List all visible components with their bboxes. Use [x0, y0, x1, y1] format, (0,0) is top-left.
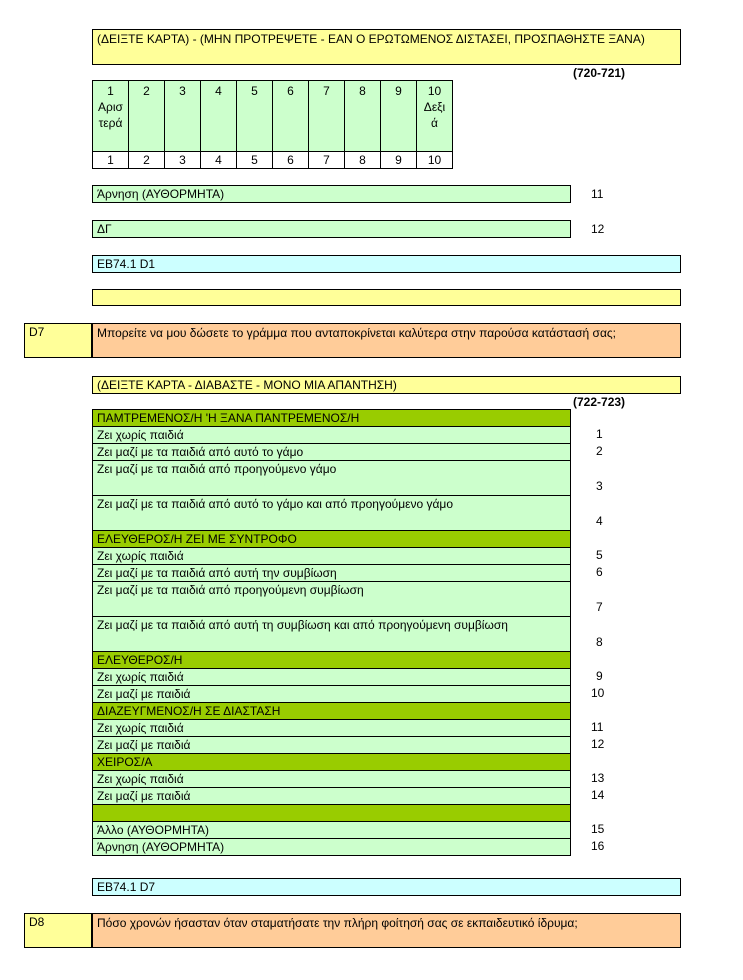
scale-code-8: 8 — [345, 152, 381, 169]
category-header — [92, 754, 571, 771]
scale-code-3: 3 — [165, 152, 201, 169]
scale-number: 2 — [143, 84, 150, 98]
scale-table — [92, 80, 453, 169]
column-ref-prev: (720-721) — [573, 66, 626, 80]
answer-label: Άλλο (ΑΥΘΟΡΜΗΤΑ) — [97, 823, 210, 837]
answer-code: 3 — [596, 479, 603, 493]
answer-code: 8 — [596, 635, 603, 649]
column-ref-d7: (722-723) — [573, 395, 626, 409]
scale-code-2: 2 — [129, 152, 165, 169]
scale-code-6: 6 — [273, 152, 309, 169]
answer-option — [92, 822, 571, 839]
answer-option — [92, 565, 571, 582]
answer-code: 2 — [596, 444, 603, 458]
scale-cell-9 — [381, 81, 417, 152]
scale-code-4: 4 — [201, 152, 237, 169]
answer-code: 9 — [596, 669, 603, 683]
answer-code: 1 — [596, 427, 603, 441]
source-label-prev: EB74.1 D1 — [97, 257, 156, 271]
answer-code: 12 — [591, 737, 605, 751]
answer-code: 16 — [591, 839, 605, 853]
answer-label: Ζει χωρίς παιδιά — [97, 670, 184, 684]
scale-cell-7 — [309, 81, 345, 152]
answer-code: 13 — [591, 771, 605, 785]
scale-number: 7 — [323, 84, 330, 98]
scale-cell-3 — [165, 81, 201, 152]
scale-cell-10 — [417, 81, 453, 152]
answer-code: 7 — [596, 600, 603, 614]
answer-label: Ζει μαζί με τα παιδιά από αυτό το γάμο και από προηγούμενο γάμο — [97, 497, 454, 511]
scale-cell-5 — [237, 81, 273, 152]
instruction-box-d7 — [92, 376, 681, 394]
answer-option — [92, 496, 571, 531]
dk-code-prev: 12 — [591, 222, 605, 236]
question-box-d8 — [92, 913, 681, 948]
answer-code: 5 — [596, 548, 603, 562]
source-box-d7 — [92, 878, 681, 896]
answer-option — [92, 737, 571, 754]
answer-option — [92, 548, 571, 565]
instruction-box-prev — [92, 29, 681, 65]
answer-code: 4 — [596, 514, 603, 528]
answer-label: Άρνηση (ΑΥΘΟΡΜΗΤΑ) — [97, 840, 225, 854]
scale-number: 6 — [287, 84, 294, 98]
source-label-d7: EB74.1 D7 — [97, 880, 156, 894]
answer-label: Ζει μαζί με τα παιδιά από προηγούμενο γάμο — [97, 462, 337, 476]
scale-cell-2 — [129, 81, 165, 152]
scale-number: 1 — [107, 84, 114, 98]
answer-option — [92, 461, 571, 496]
answer-option — [92, 686, 571, 703]
answer-label: Ζει μαζί με παιδιά — [97, 738, 191, 752]
scale-number: 4 — [215, 84, 222, 98]
scale-anchor-label: Αρισ τερά — [98, 100, 123, 130]
answer-label: Ζει χωρίς παιδιά — [97, 772, 184, 786]
answer-label: Ζει μαζί με τα παιδιά από προηγούμενη συμβίωση — [97, 583, 364, 597]
answer-option — [92, 669, 571, 686]
question-text-d8: Πόσο χρονών ήσασταν όταν σταματήσατε την πλήρη φοίτησή σας σε εκπαιδευτικό ίδρυμα; — [97, 916, 578, 930]
category-header — [92, 652, 571, 669]
scale-code-1: 1 — [93, 152, 129, 169]
scale-number: 3 — [179, 84, 186, 98]
answer-label: Ζει χωρίς παιδιά — [97, 549, 184, 563]
answer-option — [92, 444, 571, 461]
refusal-label-prev: Άρνηση (ΑΥΘΟΡΜΗΤΑ) — [97, 187, 225, 201]
question-text-d7: Μπορείτε να μου δώσετε το γράμμα που ανταποκρίνεται καλύτερα στην παρούσα κατάστασή σας; — [97, 326, 617, 340]
answer-label: Ζει μαζί με τα παιδιά από αυτό το γάμο — [97, 445, 304, 459]
refusal-code-prev: 11 — [591, 187, 604, 201]
scale-cell-8 — [345, 81, 381, 152]
answer-label: ΔΙΑΖΕΥΓΜΕΝΟΣ/Η ΣΕ ΔΙΑΣΤΑΣΗ — [97, 704, 281, 718]
instruction-text-d7: (ΔΕΙΞΤΕ ΚΑΡΤΑ - ΔΙΑΒΑΣΤΕ - ΜΟΝΟ ΜΙΑ ΑΠΑΝΤΗΣΗ) — [97, 378, 397, 392]
scale-number: 5 — [251, 84, 258, 98]
answer-label: Ζει μαζί με παιδιά — [97, 687, 191, 701]
question-box-d7 — [92, 323, 681, 358]
scale-code-5: 5 — [237, 152, 273, 169]
answer-option — [92, 788, 571, 805]
category-header — [92, 409, 571, 427]
scale-code-9: 9 — [381, 152, 417, 169]
answer-label: Ζει μαζί με παιδιά — [97, 789, 191, 803]
answer-code: 11 — [591, 720, 604, 734]
scale-cell-1 — [93, 81, 129, 152]
scale-cell-6 — [273, 81, 309, 152]
answer-list-d7 — [92, 409, 571, 856]
scale-code-7: 7 — [309, 152, 345, 169]
answer-option — [92, 617, 571, 652]
answer-code: 6 — [596, 565, 603, 579]
instruction-text-prev: (ΔΕΙΞΤΕ ΚΑΡΤΑ) - (ΜΗΝ ΠΡΟΤΡΕΨΕΤΕ - ΕΑΝ Ο ΕΡΩΤΩΜΕΝΟΣ ΔΙΣΤΑΣΕΙ, ΠΡΟΣΠΑΘΗΣΤΕ ΞΑΝΑ) — [97, 32, 645, 46]
source-box-prev — [92, 255, 681, 273]
answer-label: ΠΑΜΤΡΕΜΕΝΟΣ/Η 'Η ΞΑΝΑ ΠΑΝΤΡΕΜΕΝΟΣ/Η — [97, 411, 360, 425]
scale-anchor-label: Δεξι ά — [423, 100, 446, 130]
answer-option — [92, 427, 571, 444]
question-id-d8: D8 — [24, 913, 92, 948]
answer-option — [92, 582, 571, 617]
question-id-d7: D7 — [24, 323, 92, 358]
answer-label: Ζει μαζί με τα παιδιά από αυτή τη συμβίωση και από προηγούμενη συμβίωση — [97, 618, 508, 632]
category-header — [92, 805, 571, 822]
empty-yellow-bar — [92, 289, 681, 306]
answer-option — [92, 771, 571, 788]
refusal-box-prev — [92, 185, 571, 203]
answer-label: Ζει χωρίς παιδιά — [97, 721, 184, 735]
scale-number: 10 — [427, 84, 442, 98]
answer-label: ΕΛΕΥΘΕΡΟΣ/Η ΖΕΙ ΜΕ ΣΥΝΤΡΟΦΟ — [97, 532, 297, 546]
category-header — [92, 531, 571, 548]
dk-box-prev — [92, 220, 571, 238]
answer-label: Ζει μαζί με τα παιδιά από αυτή την συμβίωση — [97, 566, 337, 580]
answer-code: 15 — [591, 822, 605, 836]
answer-label: ΧΕΙΡΟΣ/Α — [97, 755, 153, 769]
category-header — [92, 703, 571, 720]
answer-code: 14 — [591, 788, 605, 802]
scale-number: 9 — [395, 84, 402, 98]
answer-label: ΕΛΕΥΘΕΡΟΣ/Η — [97, 653, 183, 667]
scale-cell-4 — [201, 81, 237, 152]
answer-option — [92, 720, 571, 737]
scale-code-10: 10 — [417, 152, 453, 169]
answer-code: 10 — [591, 686, 605, 700]
answer-option — [92, 839, 571, 856]
answer-label: Ζει χωρίς παιδιά — [97, 428, 184, 442]
scale-number: 8 — [359, 84, 366, 98]
dk-label-prev: ΔΓ — [97, 222, 112, 236]
